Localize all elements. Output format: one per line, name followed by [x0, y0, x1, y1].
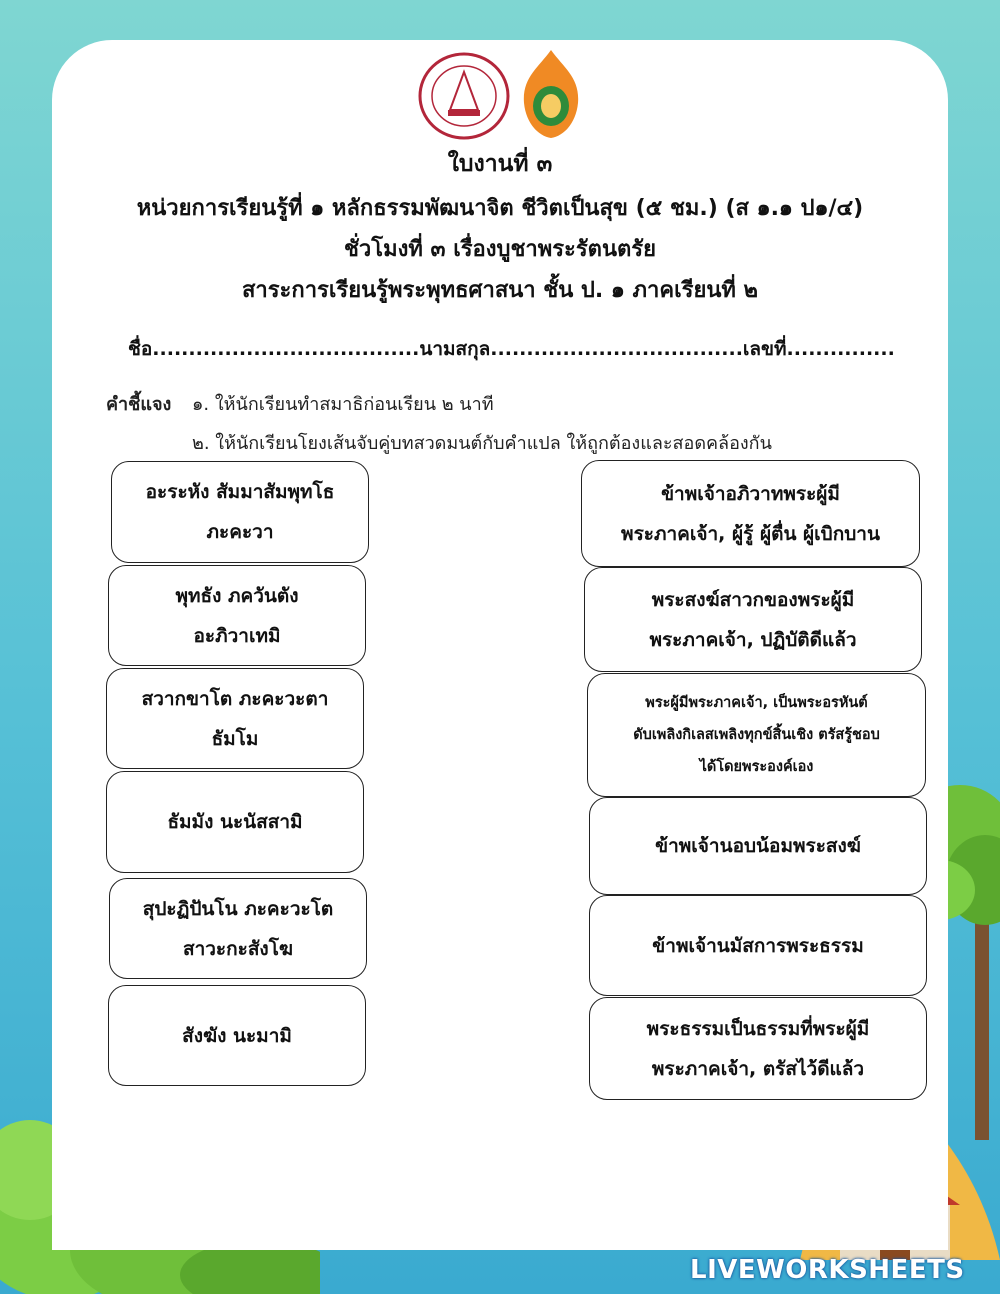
lesson-heading: ชั่วโมงที่ ๓ เรื่องบูชาพระรัตนตรัย — [343, 237, 657, 262]
translation-text: พระภาคเจ้า, ปฏิบัติดีแล้ว — [649, 628, 857, 651]
translation-text: ดับเพลิงกิเลสเพลิงทุกข์สิ้นเชิง ตรัสรู้ชอบ — [633, 727, 880, 743]
translation-text: พระธรรมเป็นธรรมที่พระผู้มี — [646, 1017, 870, 1040]
translation-text: พระภาคเจ้า, ตรัสไว้ดีแล้ว — [651, 1057, 865, 1080]
chant-text: อะระหัง สัมมาสัมพุทโธ — [145, 481, 335, 503]
translation-text: พระภาคเจ้า, ผู้รู้ ผู้ตื่น ผู้เบิกบาน — [621, 522, 880, 545]
chant-text: อะภิวาเทมิ — [193, 624, 281, 647]
liveworksheets-brand: LIVEWORKSHEETS — [690, 1255, 965, 1285]
unit-heading: หน่วยการเรียนรู้ที่ ๑ หลักธรรมพัฒนาจิต ชีวิตเป็นสุข (๕ ชม.) (ส ๑.๑ ป๑/๔) — [136, 196, 864, 221]
translation-card-1[interactable] — [581, 460, 920, 567]
obec-emblem-logo — [518, 48, 584, 140]
chant-text: พุทธัง ภควันตัง — [175, 584, 299, 607]
chant-text: ธัมมัง นะนัสสามิ — [167, 811, 303, 833]
translation-card-4[interactable] — [589, 797, 927, 895]
instruction-item-2: ๒. ให้นักเรียนโยงเส้นจับคู่บทสวดมนต์กับคำแปล ให้ถูกต้องและสอดคล้องกัน — [192, 433, 772, 454]
chant-card-3[interactable] — [106, 668, 364, 769]
instruction-item-1: ๑. ให้นักเรียนทำสมาธิก่อนเรียน ๒ นาที — [192, 394, 494, 415]
translation-card-2[interactable] — [584, 567, 922, 672]
chant-card-6[interactable] — [108, 985, 366, 1086]
chant-card-4[interactable] — [106, 771, 364, 873]
student-info-line: ชื่อ.....................................นามสกุล...................................เลขที่............... — [128, 338, 895, 360]
chant-text: สุปะฏิปันโน ภะคะวะโต — [142, 897, 334, 920]
translation-text: ข้าพเจ้านอบน้อมพระสงฆ์ — [655, 835, 861, 857]
translation-card-5[interactable] — [589, 895, 927, 996]
worksheet-title: ใบงานที่ ๓ — [447, 151, 553, 177]
chant-text: ภะคะวา — [206, 521, 274, 543]
subject-heading: สาระการเรียนรู้พระพุทธศาสนา ชั้น ป. ๑ ภาคเรียนที่ ๒ — [241, 278, 759, 303]
translation-text: พระผู้มีพระภาคเจ้า, เป็นพระอรหันต์ — [645, 695, 868, 711]
chant-text: ธัมโม — [211, 727, 259, 750]
chant-card-5[interactable] — [109, 878, 367, 979]
translation-card-3[interactable] — [587, 673, 926, 797]
translation-text: ข้าพเจ้าอภิวาทพระผู้มี — [661, 482, 840, 505]
instructions-label: คำชี้แจง — [106, 394, 172, 415]
chant-card-1[interactable] — [111, 461, 369, 563]
chant-text: สังฆัง นะมามิ — [182, 1024, 292, 1047]
translation-text: ข้าพเจ้านมัสการพระธรรม — [652, 934, 864, 957]
chant-card-2[interactable] — [108, 565, 366, 666]
chant-text: สวากขาโต ภะคะวะตา — [141, 687, 329, 710]
translation-text: ได้โดยพระองค์เอง — [699, 759, 814, 775]
translation-text: พระสงฆ์สาวกของพระผู้มี — [651, 588, 855, 611]
translation-card-6[interactable] — [589, 997, 927, 1100]
school-seal-logo — [418, 52, 510, 140]
chant-text: สาวะกะสังโฆ — [182, 937, 293, 960]
